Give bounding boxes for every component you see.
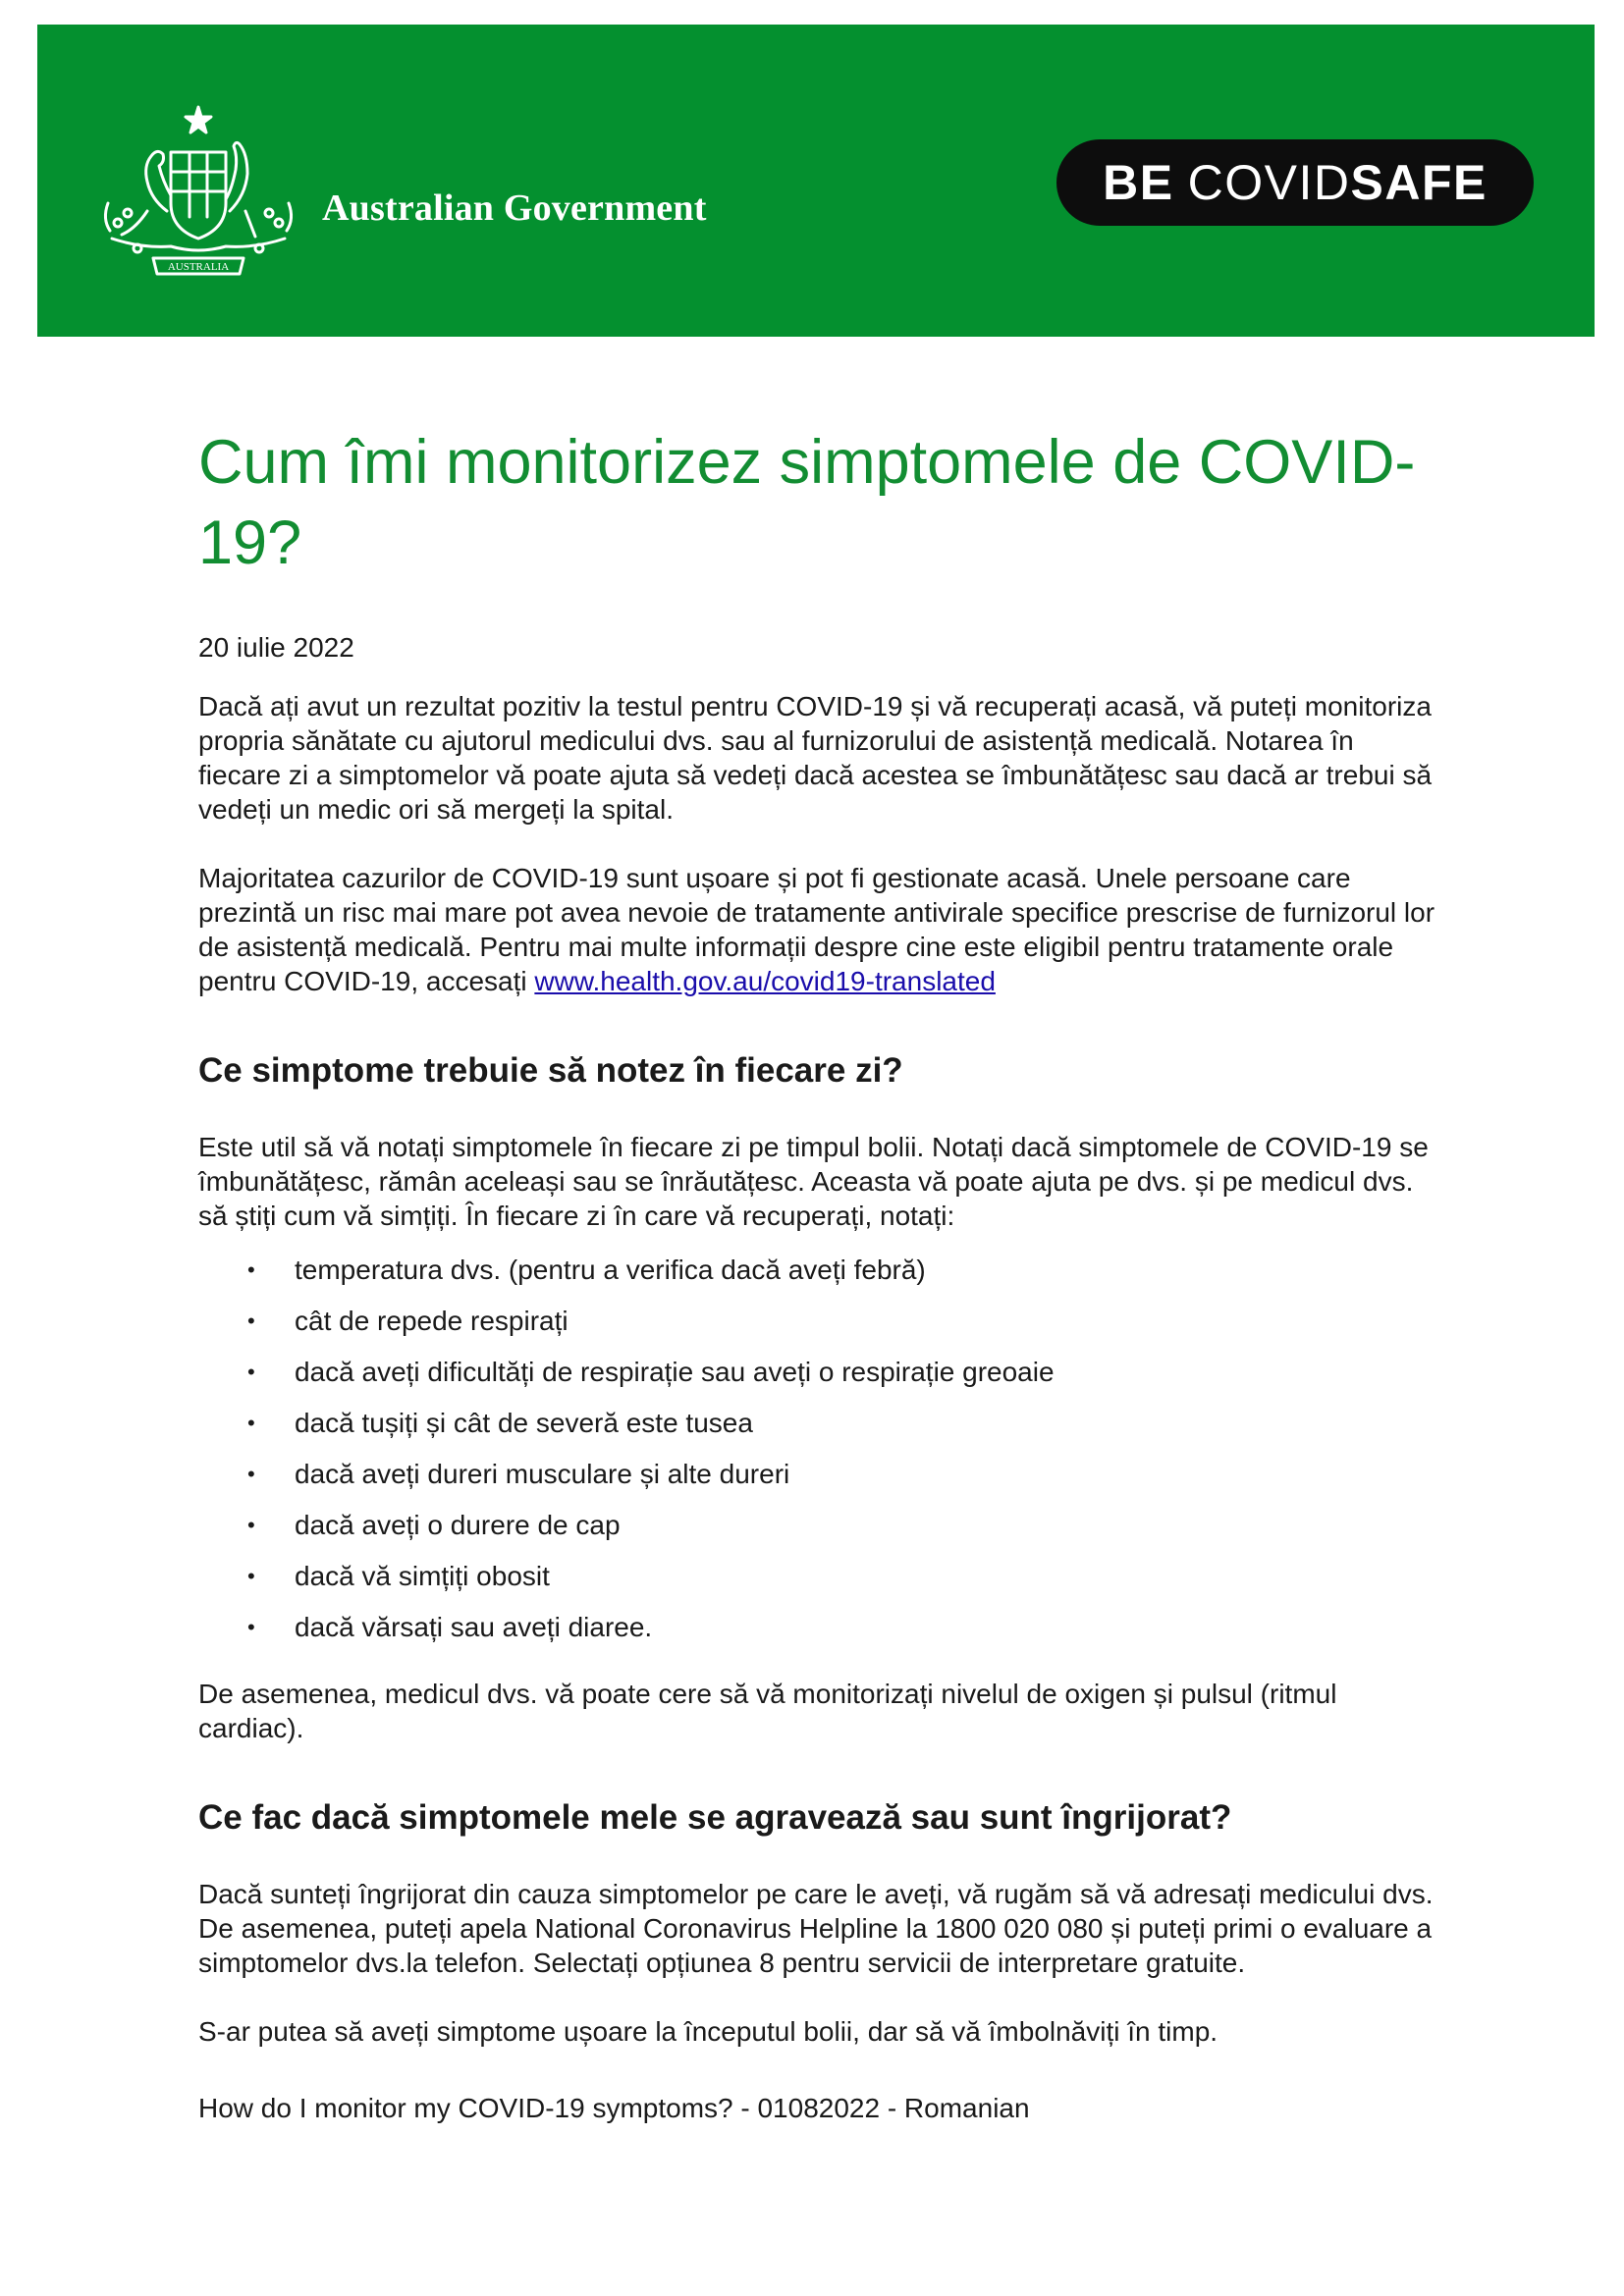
health-website-link[interactable]: www.health.gov.au/covid19-translated — [534, 966, 996, 996]
list-item-text: dacă tușiți și cât de severă este tusea — [295, 1408, 753, 1438]
document-footer: How do I monitor my COVID-19 symptoms? - 01082022 - Romanian — [198, 2093, 1030, 2123]
bullet-icon: • — [247, 1257, 255, 1282]
list-item-text: temperatura dvs. (pentru a verifica dacă aveți febră) — [295, 1255, 926, 1285]
list-item — [198, 1398, 1435, 1449]
covidsafe-mid: COVID — [1187, 155, 1351, 210]
list-item-text: dacă aveți dureri musculare și alte dureri — [295, 1459, 790, 1489]
list-item-text: cât de repede respirați — [295, 1306, 568, 1336]
bullet-icon: • — [247, 1564, 255, 1588]
section-worsening-paragraph: Dacă sunteți îngrijorat din cauza simptomelor pe care le aveți, vă rugăm să vă adresați medicului dvs. De asemenea, puteți apela National Coronavirus Helpline la 1800 020 080 și puteți primi o evaluare a simptomelor dvs.la telefon. Selectați opțiunea 8 pentru servicii de interpretare gratuite. — [198, 1879, 1434, 1978]
majority-paragraph-text: Majoritatea cazurilor de COVID-19 sunt ușoare și pot fi gestionate acasă. Unele persoane care prezintă un risc mai mare pot avea nevoie de tratamente antivirale specifice prescrise de furnizorul lor de asistență medicală. Pentru mai multe informații despre cine este eligibil pentru tratamente orale pentru COVID-19, accesați — [198, 863, 1435, 996]
page-title: Cum îmi monitorizez simptomele de COVID-19? — [198, 428, 1416, 577]
list-item — [198, 1245, 1435, 1296]
list-item — [198, 1449, 1435, 1500]
publication-date: 20 iulie 2022 — [198, 632, 354, 663]
government-name: Australian Government — [322, 187, 707, 229]
list-item-text: dacă vărsați sau aveți diaree. — [295, 1612, 653, 1642]
crest-scroll-text: AUSTRALIA — [167, 261, 230, 273]
list-item — [198, 1602, 1435, 1653]
bullet-icon: • — [247, 1462, 255, 1486]
header-banner — [37, 25, 1595, 337]
list-item — [198, 1500, 1435, 1551]
mild-symptoms-paragraph: S-ar putea să aveți simptome ușoare la începutul bolii, dar să vă îmbolnăviți în timp. — [198, 2016, 1218, 2047]
covidsafe-tail: SAFE — [1350, 155, 1488, 210]
list-item — [198, 1347, 1435, 1398]
list-item — [198, 1551, 1435, 1602]
list-item-text: dacă aveți dificultăți de respirație sau aveți o respirație greoaie — [295, 1357, 1055, 1387]
section-symptoms-paragraph: Este util să vă notați simptomele în fiecare zi pe timpul bolii. Notați dacă simptomele de COVID-19 se îmbunătățesc, rămân aceleași sau se înrăutățesc. Aceasta vă poate ajuta pe dvs. și pe medicul dvs. să știți cum vă simțiți. În fiecare zi în care vă recuperați, notați: — [198, 1132, 1429, 1231]
bullet-icon: • — [247, 1615, 255, 1639]
bullet-icon: • — [247, 1360, 255, 1384]
bullet-icon: • — [247, 1411, 255, 1435]
list-item — [198, 1296, 1435, 1347]
intro-paragraph: Dacă ați avut un rezultat pozitiv la testul pentru COVID-19 și vă recuperați acasă, vă puteți monitoriza propria sănătate cu ajutorul medicului dvs. sau al furnizorului de asistență medicală. Notarea în fiecare zi a simptomelor vă poate ajuta să vedeți dacă acestea se îmbunătățesc sau dacă ar trebui să vedeți un medic ori să mergeți la spital. — [198, 691, 1433, 825]
covidsafe-badge — [1056, 139, 1534, 226]
covidsafe-lead: BE — [1103, 155, 1174, 210]
oxygen-paragraph: De asemenea, medicul dvs. vă poate cere să vă monitorizați nivelul de oxigen și pulsul (ritmul cardiac). — [198, 1679, 1337, 1743]
coat-of-arms-icon — [92, 101, 304, 288]
section-heading-worsening: Ce fac dacă simptomele mele se agravează sau sunt îngrijorat? — [198, 1798, 1232, 1837]
bullet-icon: • — [247, 1308, 255, 1333]
section-heading-symptoms: Ce simptome trebuie să notez în fiecare zi? — [198, 1051, 903, 1090]
symptoms-list — [198, 1245, 1435, 1653]
list-item-text: dacă aveți o durere de cap — [295, 1510, 621, 1540]
bullet-icon: • — [247, 1513, 255, 1537]
list-item-text: dacă vă simțiți obosit — [295, 1561, 550, 1591]
document-body — [198, 422, 1435, 2153]
majority-paragraph — [198, 861, 1435, 998]
